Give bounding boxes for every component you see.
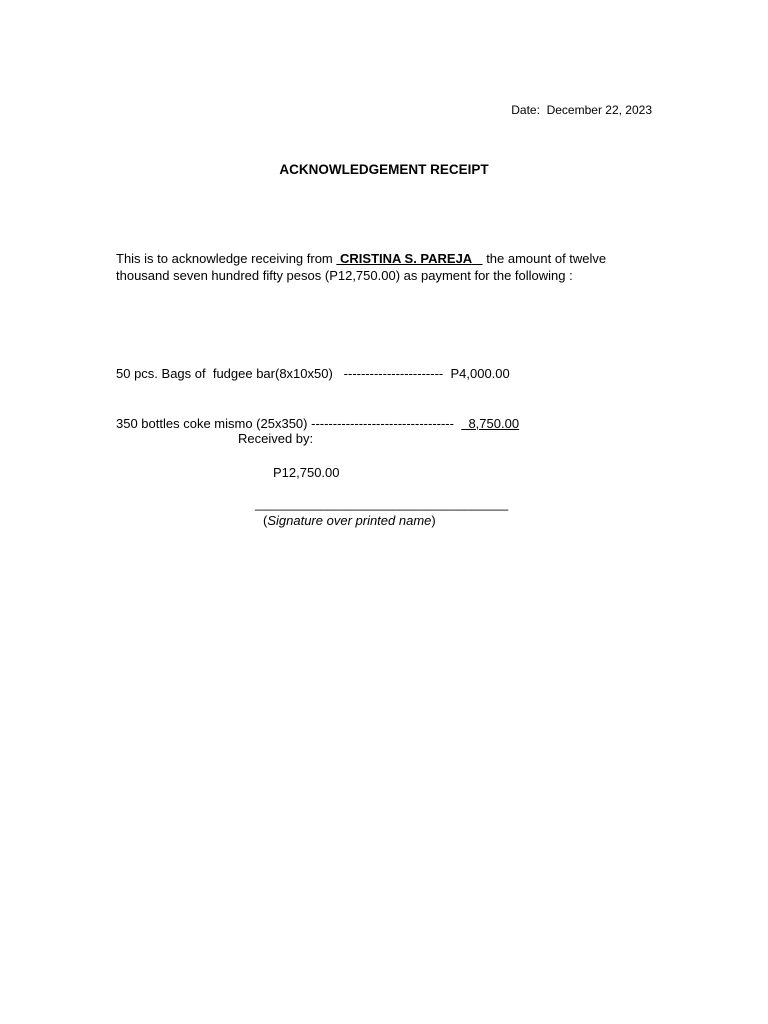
item-leader: ---------------------------------	[311, 415, 454, 431]
item-leader: -----------------------	[343, 366, 444, 381]
item-amount: 8,750.00	[468, 415, 520, 431]
item-row	[116, 366, 661, 383]
payer-name: CRISTINA S. PAREJA	[340, 251, 472, 266]
received-by-label: Received by:	[238, 431, 314, 446]
items-list	[116, 333, 661, 515]
item-description: 50 pcs. Bags of fudgee bar(8x10x50)	[116, 366, 333, 381]
intro-text: This is to acknowledge receiving from	[116, 251, 333, 266]
item-description: 350 bottles coke mismo (25x350)	[116, 415, 308, 431]
date-line	[511, 102, 652, 118]
date-label: Date:	[511, 103, 540, 117]
signature-line: ___________________________________	[255, 496, 509, 511]
item-row	[116, 416, 661, 433]
date-value: December 22, 2023	[546, 103, 652, 117]
total-amount: P12,750.00	[273, 465, 340, 480]
acknowledgement-paragraph	[116, 251, 661, 284]
amount-text: the amount of twelve thousand seven hundred fifty pesos (P12,750.00) as payment for the following :	[116, 251, 607, 283]
item-amount: P4,000.00	[450, 366, 510, 381]
signature-caption: (Signature over printed name)	[263, 513, 436, 528]
document-title: ACKNOWLEDGEMENT RECEIPT	[279, 162, 489, 177]
